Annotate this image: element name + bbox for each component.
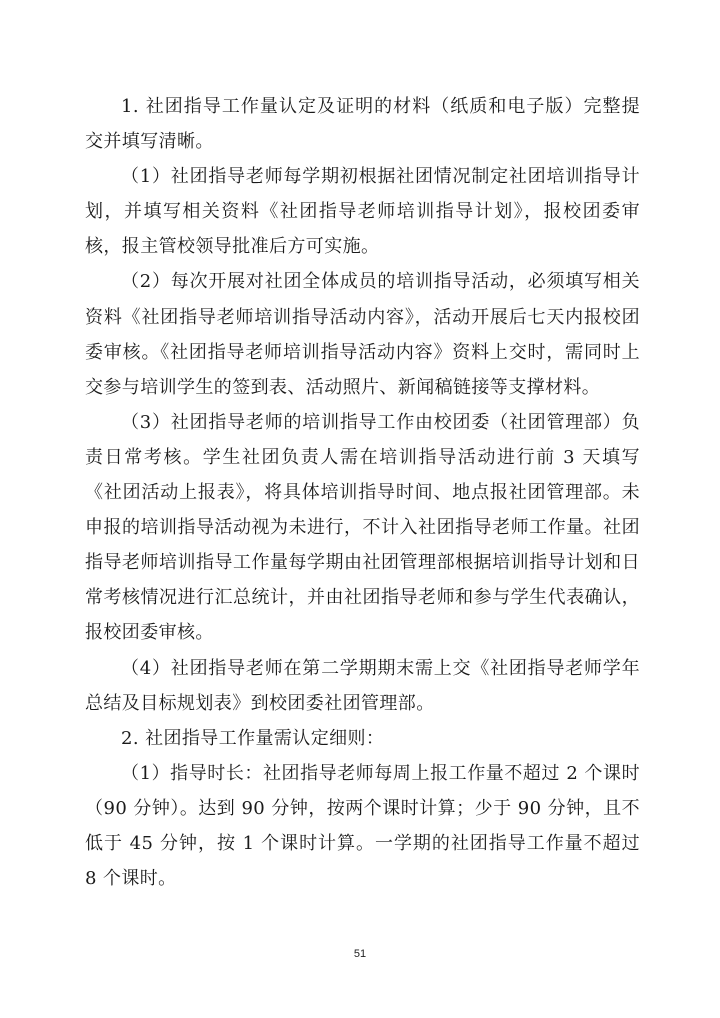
paragraph-training-plan: （1）社团指导老师每学期初根据社团情况制定社团培训指导计划，并填写相关资料《社团指导老师培训指导计划》，报校团委审核，报主管校领导批准后方可实施。 [85,166,640,258]
paragraph-detailed-rules-heading: 2. 社团指导工作量需认定细则： [121,727,385,749]
page-number: 51 [353,948,367,960]
paragraph-training-activity: （2）每次开展对社团全体成员的培训指导活动，必须填写相关资料《社团指导老师培训指导活动内容》，活动开展后七天内报校团委审核。《社团指导老师培训指导活动内容》资料上交时，需同时上交参与培训学生的签到表、活动照片、新闻稿链接等支撑材料。 [85,271,640,398]
paragraph-daily-assessment: （3）社团指导老师的培训指导工作由校团委（社团管理部）负责日常考核。学生社团负责人需在培训指导活动进行前 3 天填写《社团活动上报表》，将具体培训指导时间、地点报社团管理部。未申报的培训指导活动视为未进行，不计入社团指导老师工作量。社团指导老师培训指导工作量每学期由社团管理部根据培训指导计划和日常考核情况进行汇总统计，并由社团指导老师和参与学生代表确认，报校团委审核。 [85,411,640,644]
document-body [85,89,640,896]
paragraph-annual-summary: （4）社团指导老师在第二学期期末需上交《社团指导老师学年总结及目标规划表》到校团委社团管理部。 [85,657,640,714]
paragraph-guidance-duration: （1）指导时长：社团指导老师每周上报工作量不超过 2 个课时（90 分钟）。达到 90 分钟，按两个课时计算；少于 90 分钟，且不低于 45 分钟，按 1 个课时计算。一学期的社团指导工作量不超过 8 个课时。 [85,762,640,890]
paragraph-materials-requirement: 1. 社团指导工作量认定及证明的材料（纸质和电子版）完整提交并填写清晰。 [85,96,640,153]
